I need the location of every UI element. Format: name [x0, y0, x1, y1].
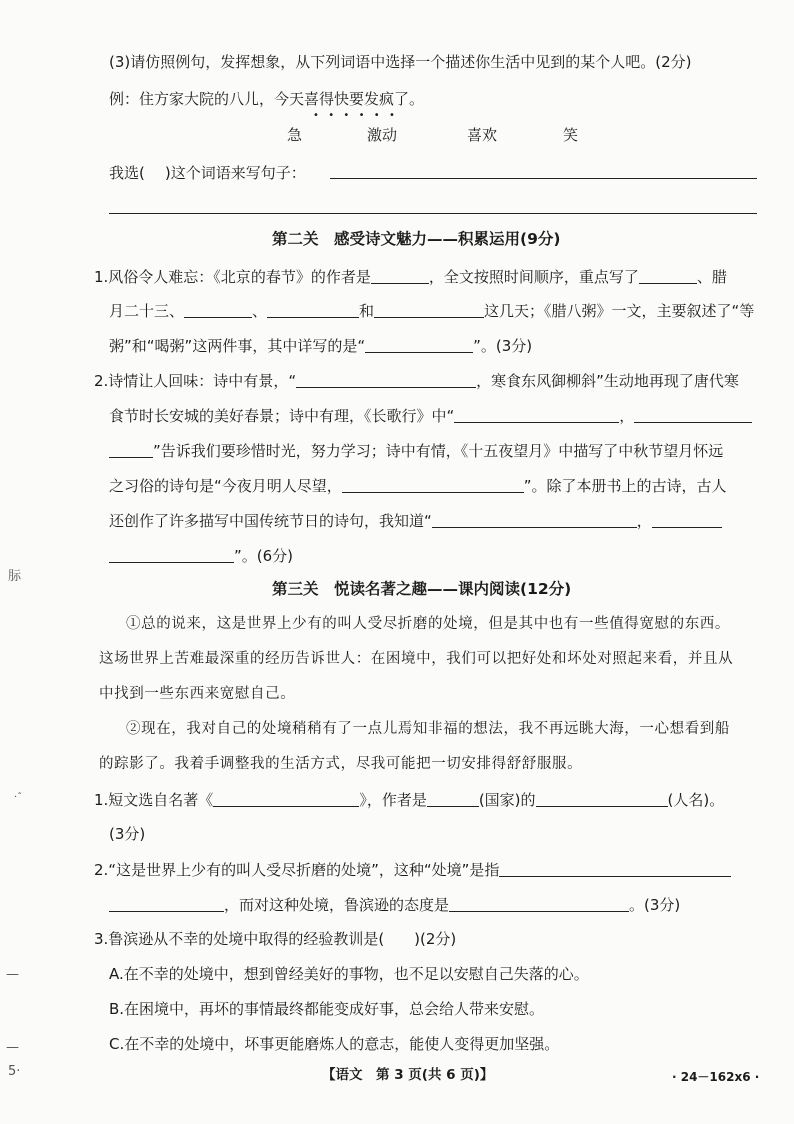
s2-q1-text: ”。(3分) [473, 337, 533, 355]
s2-q2-text: ”告诉我们要珍惜时光，努力学习；诗中有情，《十五夜望月》中描写了中秋节望月怀远 [153, 442, 724, 460]
option-a[interactable]: A.在不幸的处境中，想到曾经美好的事物，也不足以安慰自己失落的心。 [109, 965, 589, 983]
s2-q1-line3 [109, 338, 532, 354]
answer-blank[interactable] [342, 478, 524, 493]
margin-mark: 䏡 [8, 569, 22, 584]
answer-blank[interactable] [499, 862, 731, 877]
s3-q2-line2 [109, 897, 680, 913]
s2-q2-text: 食节时长安城的美好春景；诗中有理，《长歌行》中“ [109, 407, 455, 425]
s3-q2-text: ，而对这种处境，鲁滨逊的态度是 [224, 896, 450, 914]
s2-q2-line3 [109, 443, 723, 459]
passage-line: ②现在，我对自己的处境稍稍有了一点儿焉知非福的想法，我不再远眺大海，一心想看到船 [126, 721, 730, 737]
word-choice: 喜欢 [467, 126, 498, 144]
s2-q2-text: ”。除了本册书上的古诗，古人 [523, 477, 727, 495]
answer-blank[interactable] [184, 303, 252, 318]
s2-q1-text: 和 [359, 302, 375, 320]
answer-blank[interactable] [365, 338, 473, 353]
word-choice: 急 [287, 126, 303, 144]
choose-label-b: )这个词语来写句子： [164, 164, 306, 182]
answer-blank[interactable] [634, 408, 752, 423]
margin-mark: — [6, 1040, 19, 1055]
passage-line: ①总的说来，这是世界上少有的叫人受尽折磨的处境，但是其中也有一些值得宽慰的东西。 [126, 616, 730, 632]
s3-q2-text: 2.“这是世界上少有的叫人受尽折磨的处境”，这种“处境”是指 [94, 861, 500, 879]
s3-q1-score: (3分) [109, 825, 146, 843]
passage-line: 中找到一些东西来宽慰自己。 [99, 686, 296, 702]
s2-q1-text: ，全文按照时间顺序，重点写了 [428, 268, 639, 286]
answer-blank[interactable] [371, 269, 429, 284]
section2-title: 第二关 感受诗文魅力——积累运用(9分) [272, 230, 561, 248]
answer-blank[interactable] [109, 443, 153, 458]
sentence-answer-line[interactable] [330, 178, 757, 179]
s2-q2-line2 [109, 408, 752, 424]
s2-q2-text: 2.诗情让人回味：诗中有景，“ [94, 372, 297, 390]
s2-q2-line1 [94, 373, 739, 389]
s3-q1-text: (国家)的 [478, 791, 536, 809]
s2-q1-line2 [109, 303, 754, 319]
emphasis-dots: •••••• [313, 110, 405, 121]
answer-blank[interactable] [296, 373, 476, 388]
s2-q2-text: ， [619, 407, 635, 425]
answer-blank[interactable] [109, 897, 224, 912]
answer-blank[interactable] [536, 792, 668, 807]
s3-q1-text: 1.短文选自名著《 [94, 791, 214, 809]
s2-q2-text: 还创作了许多描写中国传统节日的诗句，我知道“ [109, 512, 432, 530]
choose-label-a: 我选( [109, 164, 145, 182]
s2-q2-line5 [109, 513, 722, 529]
answer-blank[interactable] [374, 303, 484, 318]
s3-q1-line [94, 792, 724, 808]
s2-q2-text: ，寒食东风御柳斜”生动地再现了唐代寒 [476, 372, 739, 390]
s2-q1-text: 这几天；《腊八粥》一文，主要叙述了“等 [484, 302, 755, 320]
margin-mark: — [6, 967, 19, 982]
margin-mark: ·ˆ [14, 792, 23, 803]
word-choice: 激动 [367, 126, 398, 144]
s2-q2-text: ”。(6分) [234, 547, 294, 565]
passage-line: 这场世界上苦难最深重的经历告诉世人：在困境中，我们可以把好处和坏处对照起来看，并且从 [99, 651, 734, 667]
s2-q1-text: 、 [252, 302, 268, 320]
s3-q1-text: 》，作者是 [359, 791, 427, 809]
word-choice: 笑 [563, 126, 579, 144]
choose-line [109, 166, 306, 181]
sentence-answer-line-2[interactable] [109, 213, 757, 214]
answer-blank[interactable] [432, 513, 637, 528]
s2-q1-line1 [94, 269, 727, 285]
footer-code: · 24－162x6 · [672, 1070, 760, 1084]
s2-q2-line6 [109, 548, 293, 564]
s2-q2-line4 [109, 478, 727, 494]
s3-q2-line1 [94, 862, 731, 878]
s3-q1-text: (人名)。 [667, 791, 725, 809]
s2-q1-text: 月二十三、 [109, 302, 185, 320]
answer-blank[interactable] [213, 792, 359, 807]
s2-q2-text: ， [636, 512, 652, 530]
answer-blank[interactable] [109, 548, 234, 563]
answer-blank[interactable] [449, 897, 629, 912]
q3-part3-prompt: (3)请仿照例句，发挥想象，从下列词语中选择一个描述你生活中见到的某个人吧。(2分) [109, 53, 692, 71]
margin-mark: 5· [8, 1064, 21, 1079]
s2-q1-text: 、腊 [696, 268, 727, 286]
option-c[interactable]: C.在不幸的处境中，坏事更能磨炼人的意志，能使人变得更加坚强。 [109, 1035, 560, 1053]
answer-blank[interactable] [454, 408, 619, 423]
passage-line: 的踪影了。我着手调整我的生活方式，尽我可能把一切安排得舒舒服服。 [99, 756, 583, 772]
q3-example: 例：住方家大院的八儿，今天喜得快要发疯了。 [109, 90, 425, 108]
s3-q3-stem: 3.鲁滨逊从不幸的处境中取得的经验教训是( )(2分) [94, 930, 457, 948]
option-b[interactable]: B.在困境中，再坏的事情最终都能变成好事，总会给人带来安慰。 [109, 1000, 545, 1018]
answer-blank[interactable] [639, 269, 697, 284]
s2-q1-text: 粥”和“喝粥”这两件事，其中详写的是“ [109, 337, 366, 355]
answer-blank[interactable] [652, 513, 722, 528]
footer-page-number: 【语文 第 3 页(共 6 页)】 [322, 1067, 494, 1083]
s2-q1-text: 1.风俗令人难忘：《北京的春节》的作者是 [94, 268, 371, 286]
answer-blank[interactable] [427, 792, 479, 807]
s2-q2-text: 之习俗的诗句是“今夜月明人尽望， [109, 477, 342, 495]
answer-blank[interactable] [267, 303, 359, 318]
section3-title: 第三关 悦读名著之趣——课内阅读(12分) [272, 580, 572, 598]
s3-q2-text: 。(3分) [629, 896, 681, 914]
